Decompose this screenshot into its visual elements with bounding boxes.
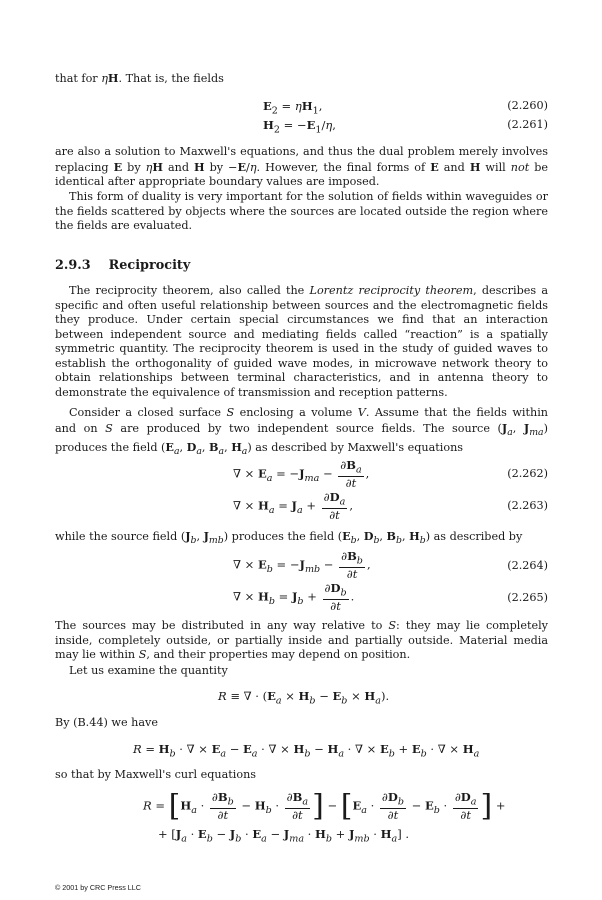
equation-r-curl-line2: + $[J_a \cdot E_b - J_b \cdot E_a - J_{ma} \cdot H_b + J_{mb} \cdot H_a]$ . (158, 827, 410, 845)
equation-number: (2.260) (507, 99, 548, 112)
by-b44-line: By (B.44) we have (55, 716, 158, 729)
equation-number: (2.265) (507, 591, 548, 604)
equation-number: (2.262) (507, 467, 548, 480)
paragraph-duality: are also a solution to Maxwell's equations, and thus the dual problem merely involves replacing E by ηH and H by −E/η. However, the final forms of E and H will not be identical after appropriate boundary values are imposed. (55, 145, 548, 188)
equation-2-265: ∇ × $H_b = J_b$ + $\frac{\partial D_b}{\partial t}$ . (233, 581, 355, 614)
equation-2-261: $H_2 = -E_1/\eta$, (263, 118, 336, 136)
equation-2-260: $E_2 = \eta H_1$, (263, 99, 323, 117)
top-line: that for ηH. That is, the fields (55, 71, 224, 85)
paragraph-reciprocity: The reciprocity theorem, also called the Lorentz reciprocity theorem, describes a specific and often useful relationship between sources and the electromagnetic fields they produce. Under certain special circumstances we find that an interaction between independent source and mediating fields called “reaction” is a spatially symmetric quantity. The reciprocity theorem is used in the study of guided waves to establish the orthogonality of guided wave modes, in microwave network theory to obtain relationships between terminal characteristics, and in antenna theory to demonstrate the equivalence of transmission and reception patterns. (55, 284, 548, 399)
equation-number: (2.263) (507, 499, 548, 512)
section-number: 2.9.3 (55, 258, 91, 273)
so-that-line: so that by Maxwell's curl equations (55, 768, 257, 781)
equation-r-curl-line1: $R = [H_a$ · $\frac{\partial B_b}{\partial t}$ − $H_b$ · $\frac{\partial B_a}{\partial t}$ ] − [$E_a$ · $\frac{\partial D_b}{\partial t}$ − $E_b$ · $\frac{\partial D_a}{\partial t}$ ] + (143, 788, 506, 824)
equation-r-expansion: $R = H_b$ · ∇ × $E_a - E_a$ · ∇ × $H_b - H_a$ · ∇ × $E_b + E_b$ · ∇ × $H_a$ (133, 742, 480, 760)
copyright-footer: © 2001 by CRC Press LLC (55, 883, 141, 892)
equation-2-263: ∇ × $H_a = J_a$ + $\frac{\partial D_a}{\partial t}$ , (233, 490, 353, 523)
paragraph-quantity: Let us examine the quantity (69, 664, 228, 677)
equation-number: (2.264) (507, 559, 548, 572)
source-b-line: while the source field ($J_b$, $J_{mb}$) produces the field ($E_b$, $D_b$, $B_b$, $H_b$) as described by (55, 529, 523, 547)
section-heading (55, 258, 190, 273)
section-title: Reciprocity (108, 258, 191, 273)
paragraph-distribution: The sources may be distributed in any way relative to S: they may lie completely inside, completely outside, or partially inside and partially outside. Material media may lie within S, and their properties may depend on position. (55, 619, 548, 661)
equation-r-definition: R ≡ ∇ · $(E_a \times H_b - E_b \times H_a)$. (218, 689, 390, 707)
equation-2-262: ∇ × $E_a = -J_{ma}$ − $\frac{\partial B_a}{\partial t}$ , (233, 458, 370, 491)
paragraph-sources: Consider a closed surface S enclosing a volume V. Assume that the fields within and on S are produced by two independent source fields. The source ($J_a$, $J_{ma}$) produces the field ($E_a$, $D_a$, $B_a$, $H_a$) as described by Maxwell's equations (55, 406, 548, 458)
equation-2-264: ∇ × $E_b = -J_{mb}$ − $\frac{\partial B_b}{\partial t}$ , (233, 549, 371, 582)
paragraph-duality-use: This form of duality is very important for the solution of fields within waveguides or the fields scattered by objects where the sources are located outside the region where the fields are evaluated. (55, 190, 548, 232)
equation-number: (2.261) (507, 118, 548, 131)
